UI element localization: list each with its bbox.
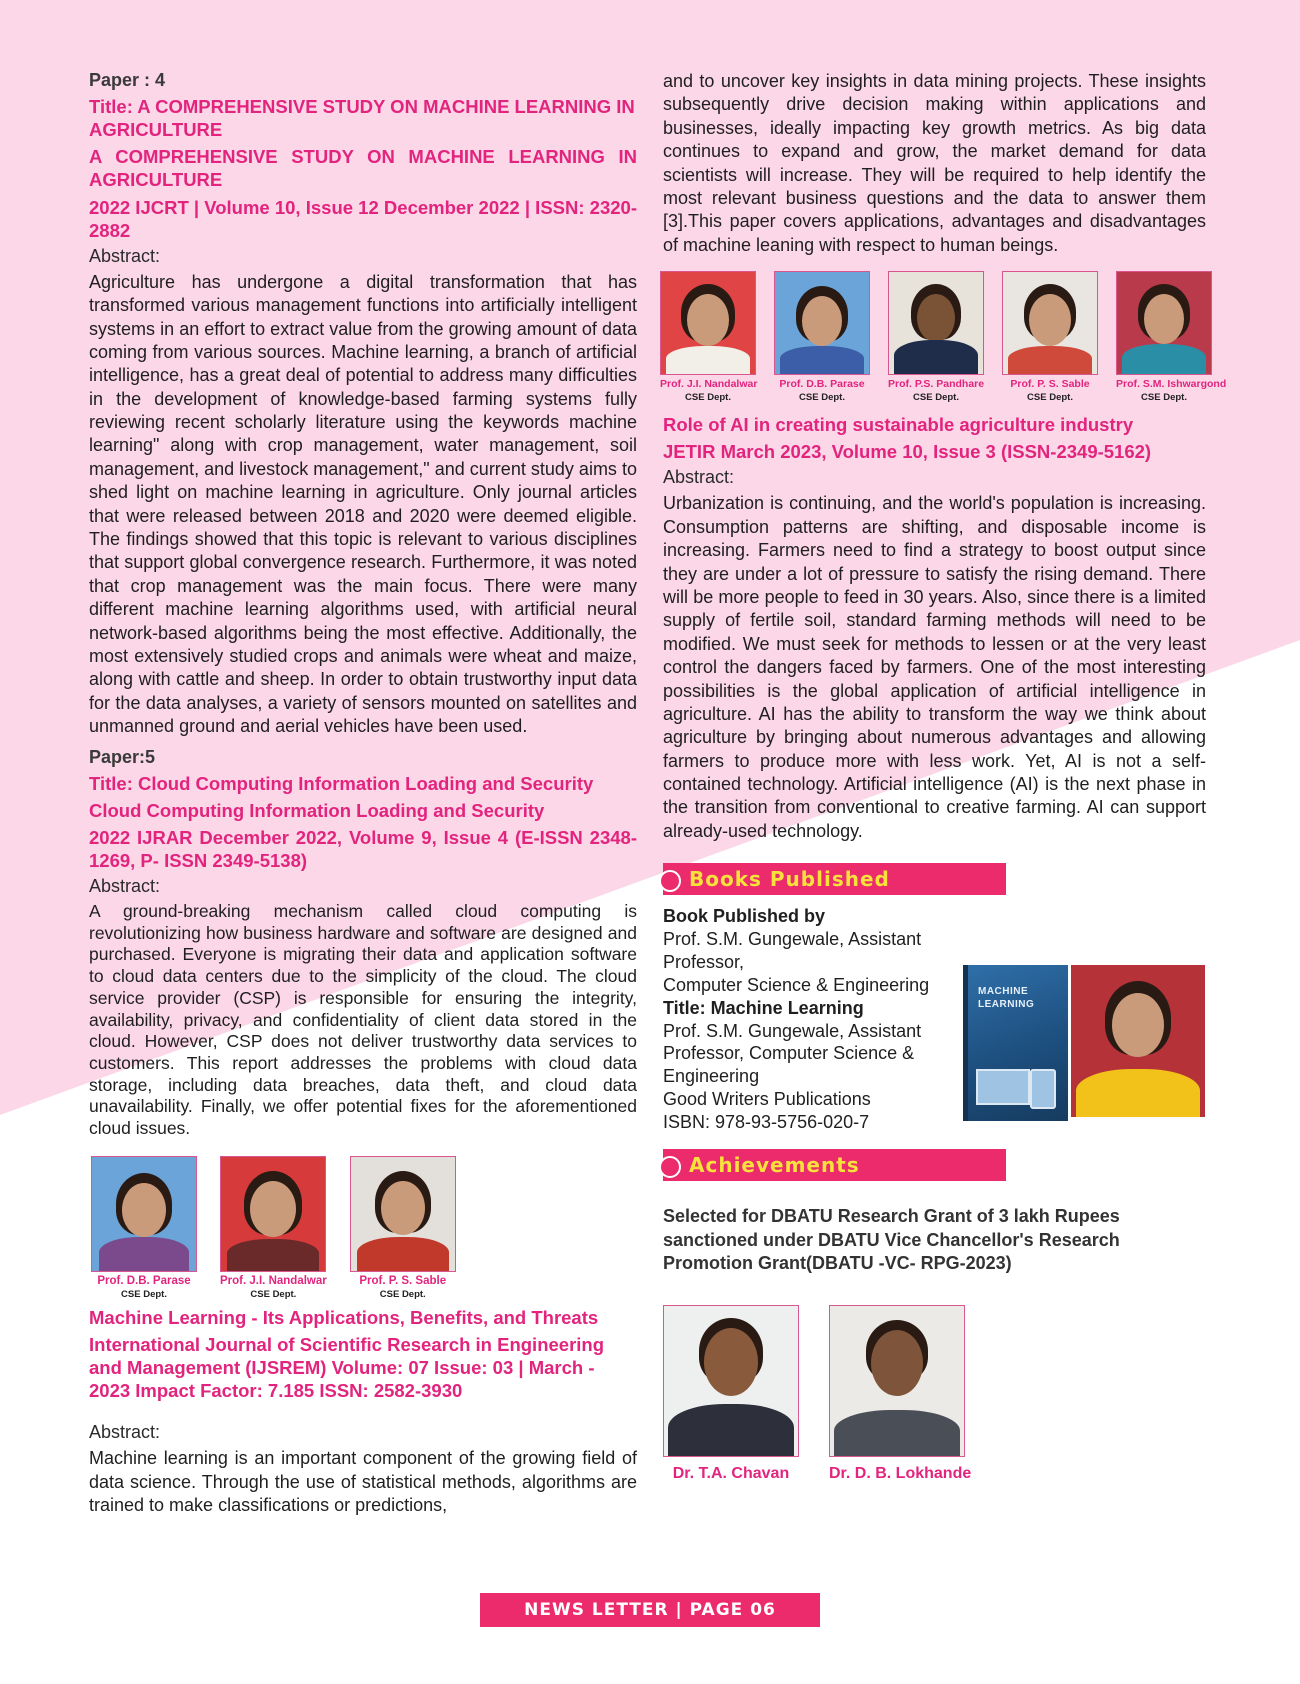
paper4-abstract: Agriculture has undergone a digital transformation that has transformed various management functions into artificially intelligent systems in an effort to extract value from the growing amount of data coming from various sources. Machine learning, a branch of artificial intelligence, has a great deal of potential to address many difficulties in the development of knowledge-based farming systems fully reviewing recent scholarly literature using the keywords machine learning" along with crop management, water management, soil management, and livestock management," and current study aims to shed light on machine learning in agriculture. Only journal articles that were released between 2018 and 2020 were deemed eligible. The findings showed that this topic is relevant to various disciplines that support global convergence research. Furthermore, it was noted that crop management was the main focus. There were many different machine learning algorithms used, with artificial neural network-based algorithms being the most effective. Additionally, the most extensively studied crops and animals were wheat and maize, along with cattle and sheep. In order to obtain trustworthy input data for the data analyses, a variety of sensors mounted on satellites and unmanned ground and aerial vehicles have been used. — [89, 271, 637, 737]
book-published-by: Book Published by — [663, 906, 826, 927]
paper5-subtitle: Cloud Computing Information Loading and Security — [89, 799, 545, 821]
author-name: Prof. J.I. Nandalwar — [660, 378, 758, 391]
author-dept: CSE Dept. — [121, 1288, 167, 1300]
paper7-abstract-heading: Abstract: — [663, 467, 735, 488]
author-card — [1116, 271, 1227, 404]
paper5-journal: 2022 IJRAR December 2022, Volume 9, Issue 4 (E-ISSN 2348-1269, P- ISSN 2349-5138) — [89, 826, 637, 871]
author-name: Prof. D.B. Parase — [779, 378, 865, 391]
paper4-title: Title: A COMPREHENSIVE STUDY ON MACHINE LEARNING IN AGRICULTURE — [89, 96, 635, 141]
books-published-heading: Books Published — [689, 867, 890, 892]
paper5-label: Paper:5 — [89, 746, 156, 767]
achiever-name: Dr. T.A. Chavan — [672, 1465, 790, 1483]
paper7-abstract: Urbanization is continuing, and the world's population is increasing. Consumption patterns are shifting, and disposable income is increasing. Farmers need to find a strategy to boost output since they are under a lot of pressure to satisfy the rising demand. There will be more people to feed in 30 years. Also, since there is a limited supply of fertile soil, standard farming methods will need to be modified. We must seek for methods to lessen or at the very least control the dangers faced by farmers. One of the most interesting possibilities is the global application of artificial intelligence in agriculture. AI has the ability to transform the way we think about agriculture by bringing about numerous advantages and allowing farmers to produce more with less work. Yet, AI is not a self-contained technology. Artificial intelligence (AI) is the next phase in the transition from conventional to creative farming. AI can support already-used technology. — [663, 493, 1206, 841]
author-name: Prof. D.B. Parase — [97, 1274, 191, 1287]
author-card — [91, 1156, 197, 1300]
author-card — [1002, 271, 1098, 403]
achievement-photos — [663, 1305, 1206, 1483]
paper5-title: Title: Cloud Computing Information Loading and Security — [89, 772, 594, 794]
book-author-full: Prof. S.M. Gungewale, Assistant Professor, Computer Science & Engineering — [663, 1020, 922, 1087]
paper7-title: Role of AI in creating sustainable agriculture industry — [663, 414, 1134, 436]
book-isbn: ISBN: 978-93-5756-020-7 — [663, 1111, 870, 1132]
paper5-abstract-heading: Abstract: — [89, 876, 161, 897]
author-dept: CSE Dept. — [799, 392, 845, 404]
paper6-abstract: Machine learning is an important component of the growing field of data science. Through the use of statistical methods, algorithms are trained to make classifications or predictions, — [89, 1448, 637, 1515]
author-photo — [1116, 271, 1212, 375]
book-cover — [963, 965, 1068, 1121]
author-card — [888, 271, 984, 403]
achievement-text: Selected for DBATU Research Grant of 3 lakh Rupees sanctioned under DBATU Vice Chancellor's Research Promotion Grant(DBATU -VC- RPG-2023) — [663, 1206, 1120, 1274]
achiever-photo — [829, 1305, 965, 1457]
paper4-abstract-heading: Abstract: — [89, 245, 161, 266]
paper6-abstract-heading: Abstract: — [89, 1422, 161, 1443]
author-name: Prof. J.I. Nandalwar — [220, 1274, 327, 1287]
paper5-author-photos — [89, 1156, 637, 1300]
paper6-author-photos — [660, 271, 1227, 404]
paper6-abstract-continued: and to uncover key insights in data mining projects. These insights subsequently drive decision making within applications and businesses, ideally impacting key growth metrics. As big data continues to expand and grow, the market demand for data scientists will increase. They will be required to help identify the most relevant business questions and the data to answer them [3].This paper covers applications, advantages and disadvantages of machine leaning with respect to human beings. — [663, 71, 1206, 255]
paper4-subtitle: A COMPREHENSIVE STUDY ON MACHINE LEARNING IN AGRICULTURE — [89, 146, 637, 191]
footer-page-label: NEWS LETTER | PAGE 06 — [480, 1593, 820, 1627]
paper5-abstract: A ground-breaking mechanism called cloud computing is revolutionizing how business hardware and software are designed and purchased. Everyone is migrating their data and application software to cloud data centers due to the simplicity of the cloud. The cloud service provider (CSP) is responsible for ensuring the integrity, availability, privacy, and confidentiality of client data stored in the cloud. However, CSP does not deliver trustworthy data services to customers. This report addresses the problems with cloud data storage, including data breaches, data theft, and cloud data unavailability. Finally, we offer potential fixes for the aforementioned cloud issues. — [89, 901, 637, 1138]
author-dept: CSE Dept. — [1141, 392, 1187, 404]
paper7-journal: JETIR March 2023, Volume 10, Issue 3 (ISSN-2349-5162) — [663, 441, 1152, 463]
book-cover-title: MACHINE LEARNING — [978, 986, 1035, 1011]
author-card — [350, 1156, 456, 1300]
achiever-card — [829, 1305, 972, 1483]
book-author: Prof. S.M. Gungewale, Assistant Professor, — [663, 929, 922, 972]
author-dept: CSE Dept. — [1027, 392, 1073, 404]
book-author-photo — [1071, 965, 1205, 1117]
books-published-header — [663, 863, 1006, 895]
achiever-name: Dr. D. B. Lokhande — [829, 1465, 972, 1483]
paper4-journal: 2022 IJCRT | Volume 10, Issue 12 December 2022 | ISSN: 2320-2882 — [89, 196, 637, 241]
author-name: Prof. S.M. Ishwargond — [1116, 378, 1227, 391]
paper4-label: Paper : 4 — [89, 70, 166, 90]
book-title: Title: Machine Learning — [663, 997, 864, 1018]
author-photo — [350, 1156, 456, 1272]
author-dept: CSE Dept. — [379, 1288, 426, 1300]
author-photo — [1002, 271, 1098, 375]
paper6-journal: International Journal of Scientific Research in Engineering and Management (IJSREM) Volume: 07 Issue: 03 | March - 2023 Impact Factor: 7.185 ISSN: 2582-3930 — [89, 1333, 605, 1401]
author-photo — [91, 1156, 197, 1272]
achievements-heading: Achievements — [689, 1153, 860, 1178]
author-dept: CSE Dept. — [685, 392, 731, 404]
author-photo — [660, 271, 756, 375]
left-column — [89, 70, 637, 1517]
author-card — [660, 271, 756, 403]
book-publisher: Good Writers Publications — [663, 1089, 871, 1110]
author-name: Prof. P.S. Pandhare — [888, 378, 985, 391]
author-name: Prof. P. S. Sable — [359, 1274, 447, 1287]
achiever-card — [663, 1305, 799, 1483]
book-dept: Computer Science & Engineering — [663, 974, 930, 995]
author-name: Prof. P. S. Sable — [1010, 378, 1090, 391]
paper6-title: Machine Learning - Its Applications, Benefits, and Threats — [89, 1306, 599, 1328]
author-dept: CSE Dept. — [913, 392, 959, 404]
book-details — [663, 905, 963, 1134]
author-card — [774, 271, 870, 403]
author-photo — [774, 271, 870, 375]
right-column — [660, 70, 1227, 1483]
achievements-header — [663, 1149, 1006, 1181]
book-section — [663, 905, 1206, 1137]
author-photo — [888, 271, 984, 375]
achiever-photo — [663, 1305, 799, 1457]
author-dept: CSE Dept. — [250, 1288, 297, 1300]
author-photo — [220, 1156, 326, 1272]
author-card — [220, 1156, 327, 1300]
